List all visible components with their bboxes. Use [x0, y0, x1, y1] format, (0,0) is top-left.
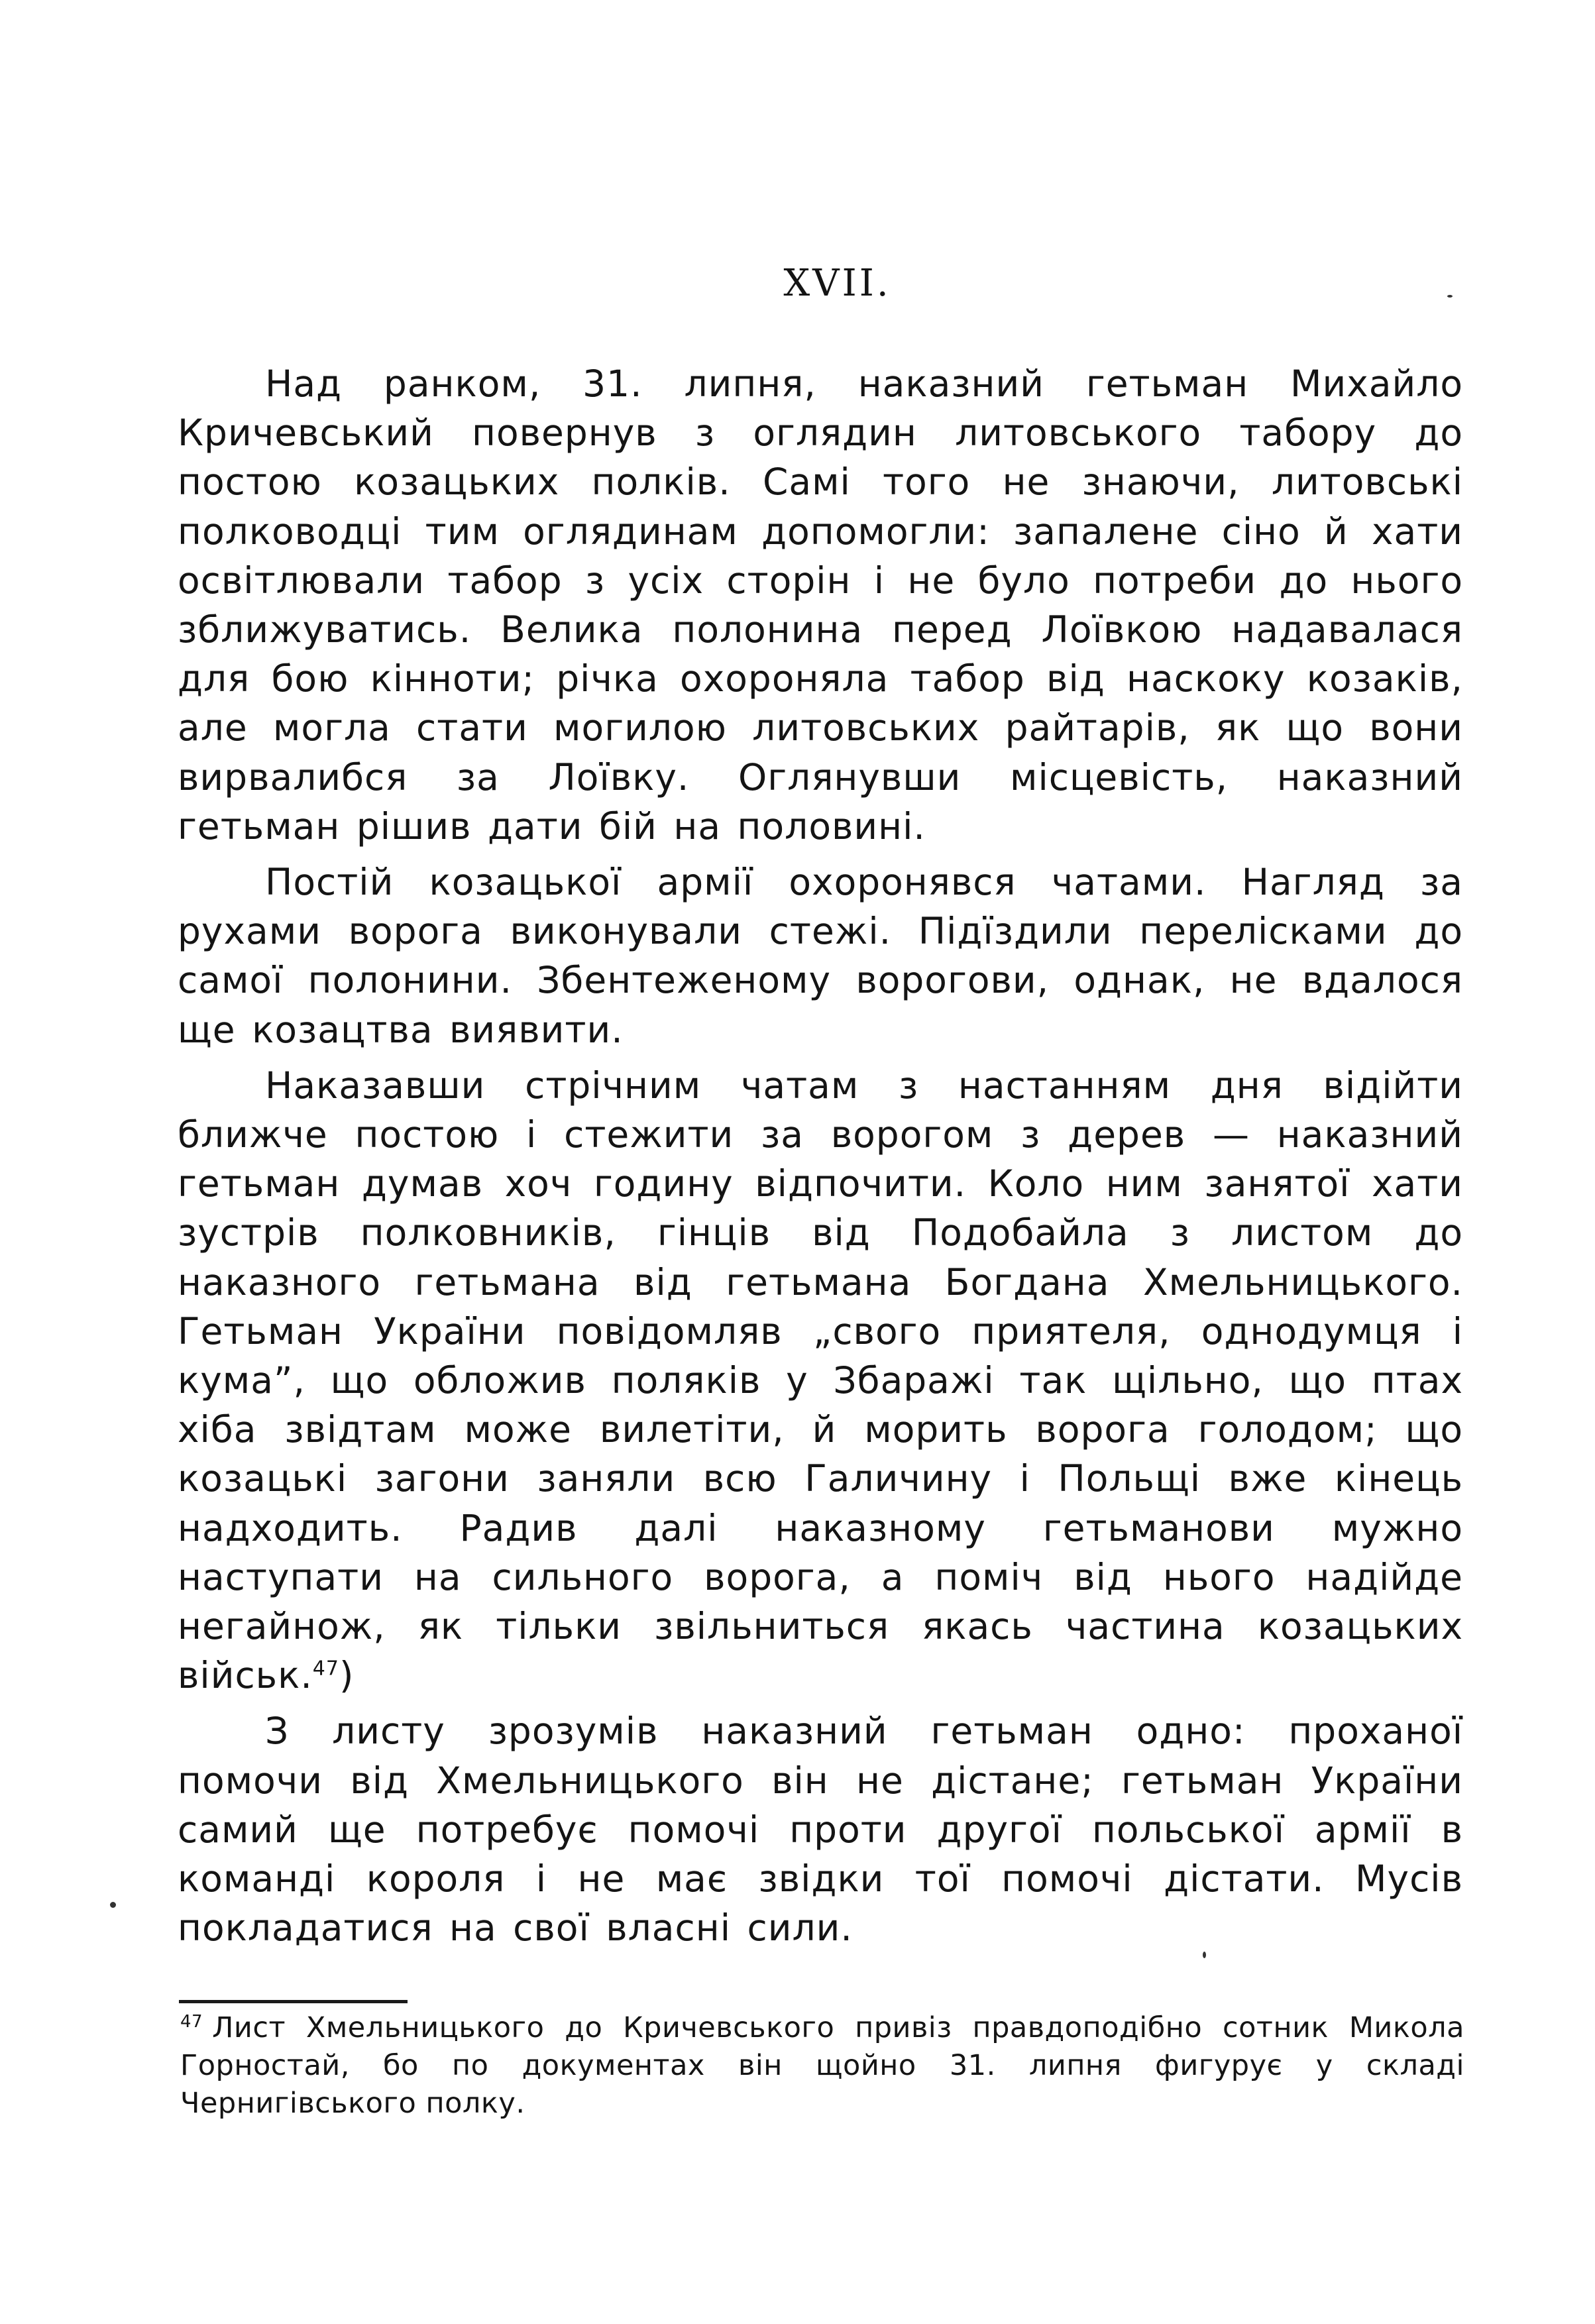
print-speck	[110, 1902, 116, 1908]
chapter-heading: XVII.	[783, 262, 891, 305]
paragraph-3	[178, 1061, 1463, 1700]
paragraph-3-text: Наказавши стрічним чатам з настанням дня відійти ближче постою і стежити за ворогом з дерев — наказний гетьман думав хоч годину відпочити. Коло ним занятої хати зустрів полковників, гінців від Подобайла з листом до наказного гетьмана від гетьмана Богдана Хмельницького. Гетьман України повідомляв „свого приятеля, однодумця і кума”, що обложив поляків у Збаражі так щільно, що птах хіба звідтам може вилетіти, й морить ворога голодом; що козацькі загони заняли всю Галичину і Польщі вже кінець надходить. Радив далі наказному гетьманови мужно наступати на сильного ворога, а поміч від нього надійде негайнож, як тільки звільниться якась частина козацьких військ.	[178, 1064, 1463, 1697]
footnote-divider	[179, 2000, 408, 2003]
paragraph-4: З листу зрозумів наказний гетьман одно: проханої помочи від Хмельницького він не дістане; гетьман України самий ще потребує помочі проти другої польської армії в команді короля і не має звідки тої помочі дістати. Мусів покладатися на свої власні сили.	[178, 1710, 1463, 1950]
footnote-text: Лист Хмельницького до Кричевського привіз правдоподібно сотник Микола Горностай, бо по документах він щойно 31. липня фигурує у складі Чернигівського полку.	[180, 2011, 1464, 2120]
paragraph-1: Над ранком, 31. липня, наказний гетьман Михайло Кричевський повернув з оглядин литовського табору до постою козацьких полків. Самі того не знаючи, литовські полководці тим оглядинам допомогли: запалене сіно й хати освітлювали табор з усіх сторін і не було потреби до нього зближуватись. Велика полонина перед Лоївкою надавалася для бою кінноти; річка охороняла табор від наскоку козаків, але могла стати могилою литовських райтарів, як що вони вирвалибся за Лоївку. Оглянувши місцевість, наказний гетьман рішив дати бій на половині.	[178, 362, 1463, 848]
paragraph-2: Постій козацької армії охоронявся чатами. Нагляд за рухами ворога виконували стежі. Підїздили перелісками до самої полонини. Збентеженому ворогови, однак, не вдалося ще козацтва виявити.	[178, 861, 1463, 1051]
footnote	[180, 2009, 1464, 2123]
paragraph-3-tail: )	[339, 1654, 355, 1697]
footnote-number: 47	[180, 2011, 203, 2032]
print-speck	[1447, 295, 1453, 298]
footnote-reference[interactable]: 47	[312, 1657, 339, 1681]
body-text	[178, 359, 1463, 1953]
print-speck	[1203, 1952, 1206, 1958]
